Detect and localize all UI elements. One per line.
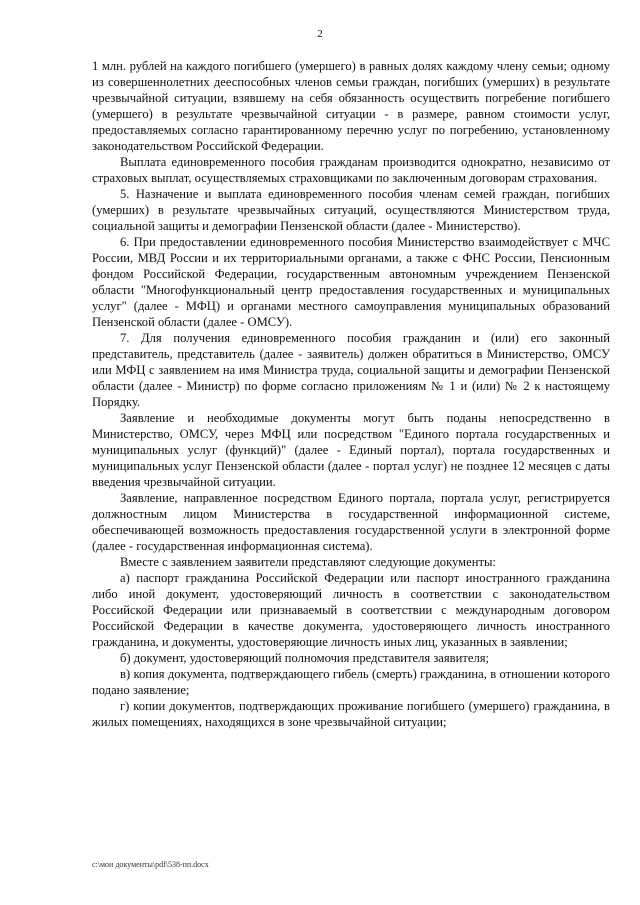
paragraph-item-7: 7. Для получения единовременного пособия гражданин и (или) его законный представитель, представитель (далее - заявитель) должен обратиться в Министерство, ОМСУ или МФЦ с заявлением на имя Министра труда, социальной защиты и демографии Пензенской области (далее - Министр) по форме согласно приложениям № 1 и (или) № 2 к настоящему Порядку. — [92, 331, 610, 409]
paragraph-payment-amount: 1 млн. рублей на каждого погибшего (умершего) в равных долях каждому члену семьи; одному из совершеннолетних дееспособных членов семьи граждан, погибших (умерших) в результате чрезвычайной ситуации, взявшему на себя обязанность осуществить погребение погибшего (умершего) в результате чрезвычайной ситуации - в размере, равном стоимости услуг, предоставляемых согласно гарантированному перечню услуг по погребению, установленному законодательством Российской Федерации. — [92, 59, 610, 153]
list-item-a: а) паспорт гражданина Российской Федерации или паспорт иностранного гражданина либо иной документ, удостоверяющий личность в соответствии с законодательством Российской Федерации или признаваемый в соответствии с международным договором Российской Федерации в качестве документа, удостоверяющего личность иностранного гражданина, и документы, удостоверяющие личность иных лиц, указанных в заявлении; — [92, 571, 610, 649]
paragraph-submission-channels: Заявление и необходимые документы могут быть поданы непосредственно в Министерство, ОМСУ, через МФЦ или посредством "Единого портала государственных и муниципальных услуг (функций)" (далее - Единый портал), портала государственных и муниципальных услуг Пензенской области (далее - портал услуг) не позднее 12 месяцев с даты введения чрезвычайной ситуации. — [92, 411, 610, 489]
paragraph-one-time-payment: Выплата единовременного пособия гражданам производится однократно, независимо от страховых выплат, осуществляемых страховщиками по заключенным договорам страхования. — [92, 155, 610, 185]
paragraph-item-5: 5. Назначение и выплата единовременного пособия членам семей граждан, погибших (умерших) в результате чрезвычайных ситуаций, осуществляются Министерством труда, социальной защиты и демографии Пензенской области (далее - Министерство). — [92, 187, 610, 233]
paragraph-documents-intro: Вместе с заявлением заявители представляют следующие документы: — [120, 555, 496, 569]
paragraph-item-6: 6. При предоставлении единовременного пособия Министерство взаимодействует с МЧС России, МВД России и их территориальными органами, а также с ФНС России, Пенсионным фондом Российской Федерации, государственным автономным учреждением Пензенской области "Многофункциональный центр предоставления государственных и муниципальных услуг" (далее - МФЦ) и органами местного самоуправления муниципальных образований Пензенской области (далее - ОМСУ). — [92, 235, 610, 329]
list-item-g: г) копии документов, подтверждающих проживание погибшего (умершего) гражданина, в жилых помещениях, находящихся в зоне чрезвычайной ситуации; — [92, 699, 610, 729]
list-item-b: б) документ, удостоверяющий полномочия представителя заявителя; — [120, 651, 490, 665]
footer-file-path: c:\мои документы\pdf\538-пп.docx — [92, 860, 209, 869]
document-body — [92, 58, 610, 730]
list-item-v: в) копия документа, подтверждающего гибель (смерть) гражданина, в отношении которого подано заявление; — [92, 667, 610, 697]
paragraph-registration: Заявление, направленное посредством Единого портала, портала услуг, регистрируется должностным лицом Министерства в государственной информационной системе, обеспечивающей возможность предоставления государственной услуги в электронной форме (далее - государственная информационная система). — [92, 491, 610, 553]
page-number: 2 — [317, 28, 323, 40]
